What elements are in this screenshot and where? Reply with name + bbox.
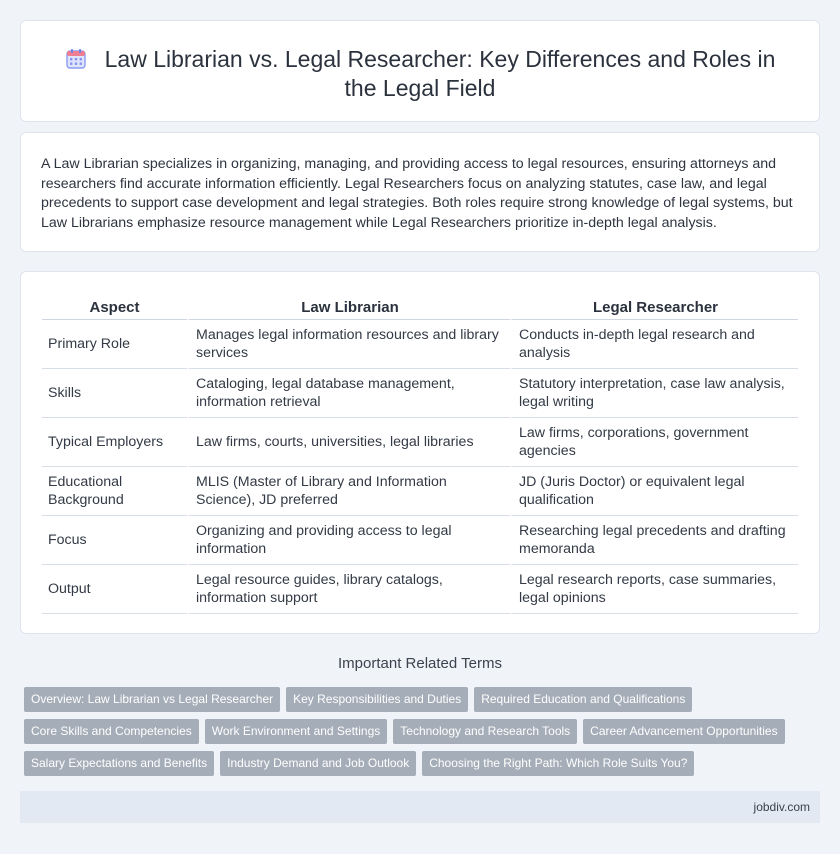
tag-row — [24, 687, 804, 719]
related-terms-list — [24, 687, 804, 783]
related-term-tag[interactable]: Technology and Research Tools — [393, 719, 577, 744]
related-term-tag[interactable]: Core Skills and Competencies — [24, 719, 199, 744]
header-legal-researcher: Legal Researcher — [510, 296, 798, 320]
comparison-table — [42, 296, 798, 614]
cell-law-librarian: MLIS (Master of Library and Information Science), JD preferred — [187, 467, 510, 516]
table-row — [42, 565, 798, 614]
table-row — [42, 369, 798, 418]
cell-law-librarian: Law firms, courts, universities, legal libraries — [187, 418, 510, 467]
table-header-row — [42, 296, 798, 320]
intro-card — [20, 132, 820, 252]
footer — [20, 791, 820, 823]
table-row — [42, 320, 798, 369]
related-term-tag[interactable]: Salary Expectations and Benefits — [24, 751, 214, 776]
cell-law-librarian: Cataloging, legal database management, information retrieval — [187, 369, 510, 418]
cell-law-librarian: Manages legal information resources and library services — [187, 320, 510, 369]
table-row — [42, 467, 798, 516]
calendar-icon — [65, 48, 87, 70]
cell-legal-researcher: Conducts in-depth legal research and analysis — [510, 320, 798, 369]
related-term-tag[interactable]: Overview: Law Librarian vs Legal Researcher — [24, 687, 280, 712]
cell-law-librarian: Legal resource guides, library catalogs, information support — [187, 565, 510, 614]
comparison-card — [20, 271, 820, 634]
cell-aspect: Typical Employers — [42, 418, 187, 467]
cell-aspect: Focus — [42, 516, 187, 565]
cell-legal-researcher: Legal research reports, case summaries, legal opinions — [510, 565, 798, 614]
header-aspect: Aspect — [42, 296, 187, 320]
related-term-tag[interactable]: Career Advancement Opportunities — [583, 719, 784, 744]
cell-aspect: Output — [42, 565, 187, 614]
cell-aspect: Educational Background — [42, 467, 187, 516]
cell-legal-researcher: Researching legal precedents and drafting memoranda — [510, 516, 798, 565]
tag-row — [24, 719, 804, 751]
related-term-tag[interactable]: Required Education and Qualifications — [474, 687, 692, 712]
cell-legal-researcher: Law firms, corporations, government agencies — [510, 418, 798, 467]
cell-law-librarian: Organizing and providing access to legal information — [187, 516, 510, 565]
page-title: Law Librarian vs. Legal Researcher: Key Differences and Roles in the Legal Field — [104, 46, 776, 101]
table-row — [42, 516, 798, 565]
table-row — [42, 418, 798, 467]
page-title-wrap — [51, 45, 789, 103]
related-terms-title: Important Related Terms — [338, 655, 502, 672]
tag-row — [24, 751, 804, 783]
related-term-tag[interactable]: Work Environment and Settings — [205, 719, 388, 744]
title-card — [20, 20, 820, 122]
intro-paragraph: A Law Librarian specializes in organizing, managing, and providing access to legal resources, ensuring attorneys and researchers find accurate information efficiently. Legal Researchers focus on analyzing statutes, case law, and legal precedents to support case development and legal strategies. Both roles require strong knowledge of legal systems, but Law Librarians emphasize resource management while Legal Researchers prioritize in-depth legal analysis. — [41, 156, 793, 231]
cell-aspect: Primary Role — [42, 320, 187, 369]
cell-legal-researcher: JD (Juris Doctor) or equivalent legal qualification — [510, 467, 798, 516]
related-term-tag[interactable]: Choosing the Right Path: Which Role Suits You? — [422, 751, 694, 776]
related-term-tag[interactable]: Key Responsibilities and Duties — [286, 687, 468, 712]
related-term-tag[interactable]: Industry Demand and Job Outlook — [220, 751, 416, 776]
header-law-librarian: Law Librarian — [187, 296, 510, 320]
footer-site-link[interactable]: jobdiv.com — [753, 800, 810, 814]
cell-legal-researcher: Statutory interpretation, case law analysis, legal writing — [510, 369, 798, 418]
cell-aspect: Skills — [42, 369, 187, 418]
